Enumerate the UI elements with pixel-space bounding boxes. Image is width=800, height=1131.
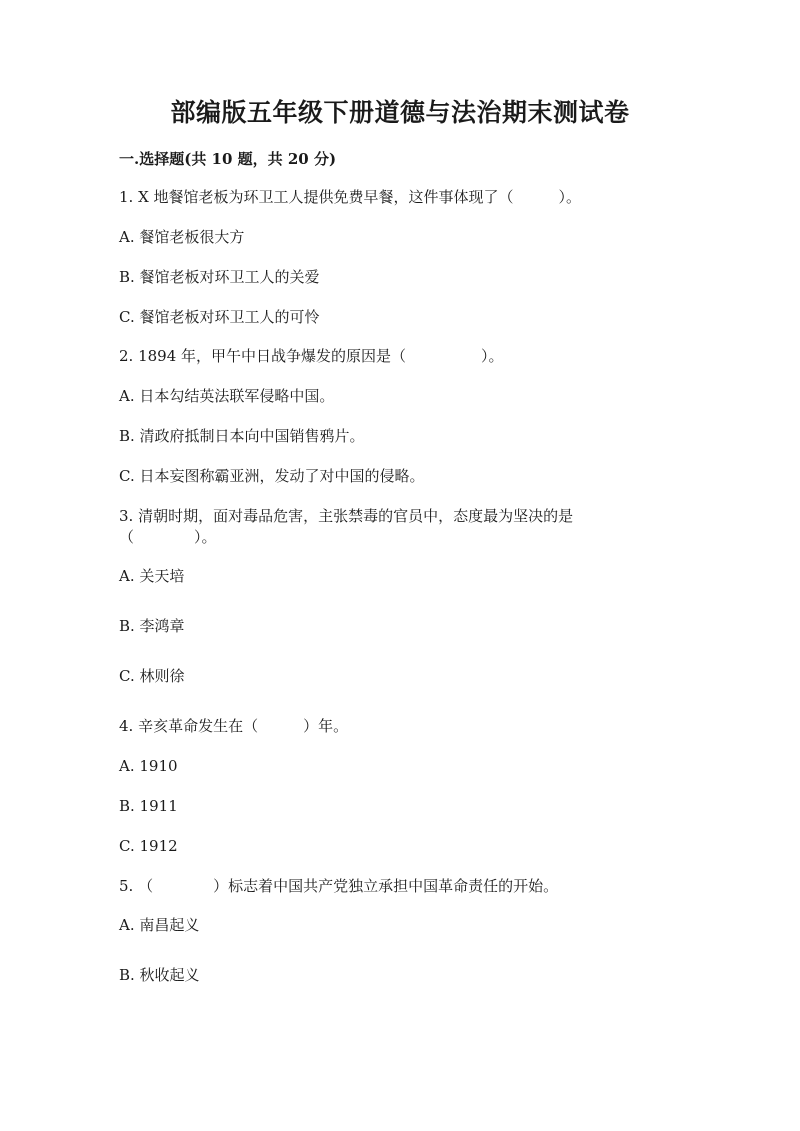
question-3-option-a: A. 关天培 [119,567,185,585]
question-1-stem: 1. X 地餐馆老板为环卫工人提供免费早餐，这件事体现了（ ）。 [119,188,582,206]
question-4-option-a: A. 1910 [119,757,178,775]
question-5-stem: 5. （ ）标志着中国共产党独立承担中国革命责任的开始。 [119,877,559,895]
question-2-option-b: B. 清政府抵制日本向中国销售鸦片。 [119,427,365,445]
question-1-option-b: B. 餐馆老板对环卫工人的关爱 [119,268,320,286]
question-1-option-c: C. 餐馆老板对环卫工人的可怜 [119,308,320,326]
question-2-stem: 2. 1894 年，甲午中日战争爆发的原因是（ ）。 [119,347,504,365]
question-2-option-a: A. 日本勾结英法联军侵略中国。 [119,387,335,405]
question-1-option-a: A. 餐馆老板很大方 [119,228,245,246]
question-4-option-b: B. 1911 [119,797,178,815]
question-4-option-c: C. 1912 [119,837,178,855]
section-heading: 一.选择题(共 10 题，共 20 分) [119,150,337,168]
question-5-option-a: A. 南昌起义 [119,916,200,934]
question-3-stem-line1: 3. 清朝时期，面对毒品危害，主张禁毒的官员中，态度最为坚决的是 [119,507,574,525]
question-3-option-c: C. 林则徐 [119,667,185,685]
question-3-option-b: B. 李鸿章 [119,617,185,635]
exam-title: 部编版五年级下册道德与法治期末测试卷 [170,98,630,127]
question-5-option-b: B. 秋收起义 [119,966,200,984]
question-2-option-c: C. 日本妄图称霸亚洲，发动了对中国的侵略。 [119,467,425,485]
question-3-stem-line2: （ ）。 [119,528,217,546]
question-4-stem: 4. 辛亥革命发生在（ ）年。 [119,717,349,735]
